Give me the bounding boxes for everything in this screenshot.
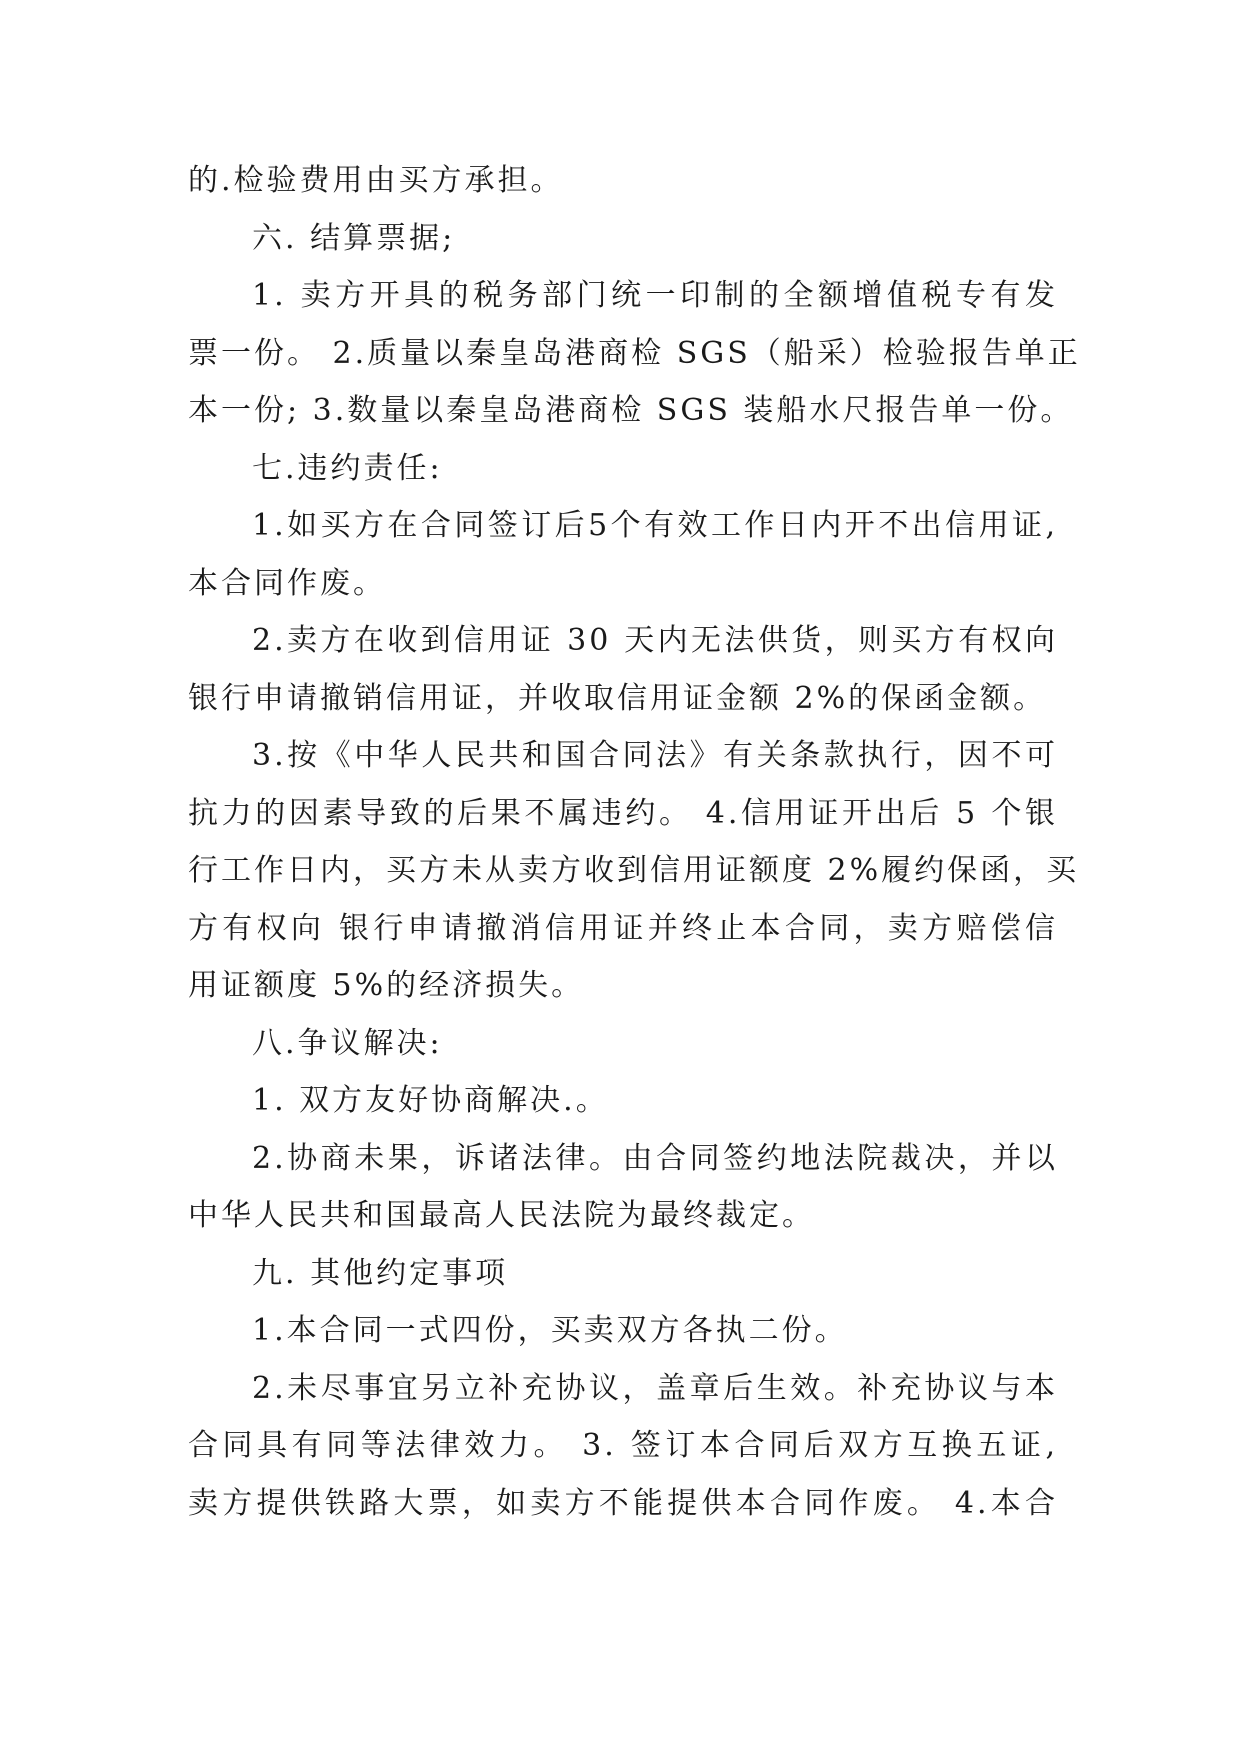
document-line: 卖方提供铁路大票，如卖方不能提供本合同作废。 4.本合	[188, 1485, 1058, 1521]
document-line: 2.协商未果，诉诸法律。由合同签约地法院裁决，并以	[252, 1140, 1058, 1176]
document-line: 1.本合同一式四份，买卖双方各执二份。	[252, 1313, 848, 1348]
document-line: 2.卖方在收到信用证 30 天内无法供货，则买方有权向	[252, 623, 1058, 658]
document-line: 银行申请撤销信用证，并收取信用证金额 2%的保函金额。	[188, 680, 1047, 716]
document-line: 本合同作废。	[188, 565, 386, 601]
document-body	[188, 152, 1081, 1532]
document-line: 七.违约责任:	[252, 450, 443, 486]
document-line: 用证额度 5%的经济损失。	[188, 968, 585, 1003]
document-line: 抗力的因素导致的后果不属违约。 4.信用证开出后 5 个银	[188, 795, 1058, 831]
document-line: 1. 双方友好协商解决.。	[252, 1083, 609, 1118]
document-line: 票一份。 2.质量以秦皇岛港商检 SGS（船采）检验报告单正	[188, 335, 1081, 371]
document-line: 中华人民共和国最高人民法院为最终裁定。	[188, 1198, 815, 1233]
document-line: 的.检验费用由买方承担。	[188, 163, 564, 198]
document-line: 1.如买方在合同签订后5个有效工作日内开不出信用证,	[252, 508, 1058, 543]
document-line: 2.未尽事宜另立补充协议，盖章后生效。补充协议与本	[252, 1370, 1058, 1406]
document-line: 3.按《中华人民共和国合同法》有关条款执行，因不可	[252, 738, 1058, 773]
document-line: 本一份; 3.数量以秦皇岛港商检 SGS 装船水尺报告单一份。	[188, 393, 1074, 428]
document-line: 1. 卖方开具的税务部门统一印制的全额增值税专有发	[252, 278, 1058, 313]
document-line: 方有权向 银行申请撤消信用证并终止本合同，卖方赔偿信	[188, 910, 1058, 946]
document-line: 九. 其他约定事项	[252, 1255, 509, 1291]
document-line: 合同具有同等法律效力。 3. 签订本合同后双方互换五证,	[188, 1428, 1058, 1463]
document-line: 行工作日内，买方未从卖方收到信用证额度 2%履约保函，买	[188, 853, 1080, 888]
document-line: 八.争议解决:	[252, 1025, 443, 1061]
document-line: 六. 结算票据;	[252, 220, 456, 256]
